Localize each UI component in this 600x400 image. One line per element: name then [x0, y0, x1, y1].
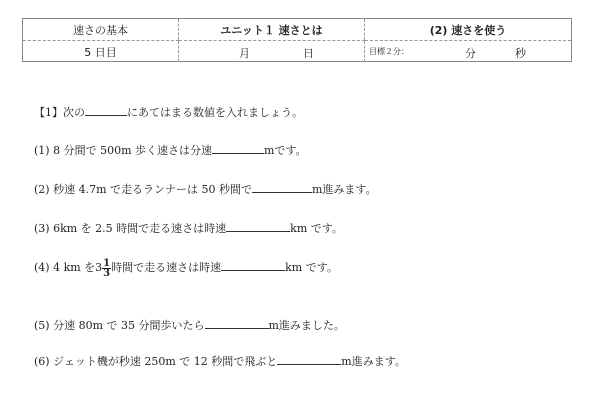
answer-blank[interactable]	[212, 141, 264, 154]
answer-blank[interactable]	[277, 352, 341, 365]
answer-blank[interactable]	[226, 219, 290, 232]
answer-blank[interactable]	[205, 316, 269, 329]
question-1	[34, 141, 307, 158]
question-6	[34, 352, 406, 369]
worksheet-header	[22, 18, 572, 62]
question-text: (3) 6km を 2.5 時間で走る速さは時速	[34, 222, 227, 235]
day-label: 5 日目	[84, 45, 117, 59]
goal-time-field[interactable]	[365, 41, 572, 63]
question-unit: m進みました。	[268, 319, 345, 332]
answer-blank[interactable]	[221, 258, 285, 271]
question-text-mid: 時間で走る速さは時速	[111, 261, 222, 274]
day-unit-label: 日	[303, 47, 314, 60]
instruction-pre: 【1】次の	[34, 106, 85, 119]
minute-unit: 分	[465, 47, 476, 60]
question-text: (4) 4 km を	[34, 261, 96, 274]
question-text: (5) 分速 80m で 35 分間歩いたら	[34, 319, 205, 332]
fraction	[102, 259, 111, 278]
question-text: (6) ジェット機が秒速 250m で 12 秒間で飛ぶと	[34, 355, 278, 368]
question-text: (2) 秒速 4.7m で走るランナーは 50 秒間で	[34, 183, 252, 196]
question-unit: mです。	[264, 144, 307, 157]
instruction	[34, 103, 303, 120]
question-unit: km です。	[290, 222, 343, 235]
question-5	[34, 316, 345, 333]
question-3	[34, 219, 343, 236]
example-blank	[85, 103, 127, 116]
answer-blank[interactable]	[252, 180, 312, 193]
question-2	[34, 180, 377, 197]
lesson-title: (2) 速さを使う	[365, 19, 572, 41]
question-unit: km です。	[285, 261, 338, 274]
question-unit: m進みます。	[312, 183, 377, 196]
header-table	[23, 19, 571, 62]
month-label: 月	[239, 47, 250, 60]
course-title: 速さの基本	[23, 19, 179, 41]
question-unit: m進みます。	[341, 355, 406, 368]
unit-title: ユニット１ 速さとは	[179, 19, 365, 41]
instruction-post: にあてはまる数値を入れましょう。	[127, 106, 303, 119]
question-text: (1) 8 分間で 500m 歩く速さは分速	[34, 144, 212, 157]
goal-label: 目標２分：	[369, 47, 409, 56]
mixed-number-whole: 3	[95, 261, 103, 274]
fraction-denominator: 3	[103, 267, 111, 279]
fraction-numerator: 1	[103, 257, 111, 269]
date-field[interactable]	[179, 41, 365, 63]
question-4	[34, 258, 338, 278]
second-unit: 秒	[515, 47, 526, 60]
